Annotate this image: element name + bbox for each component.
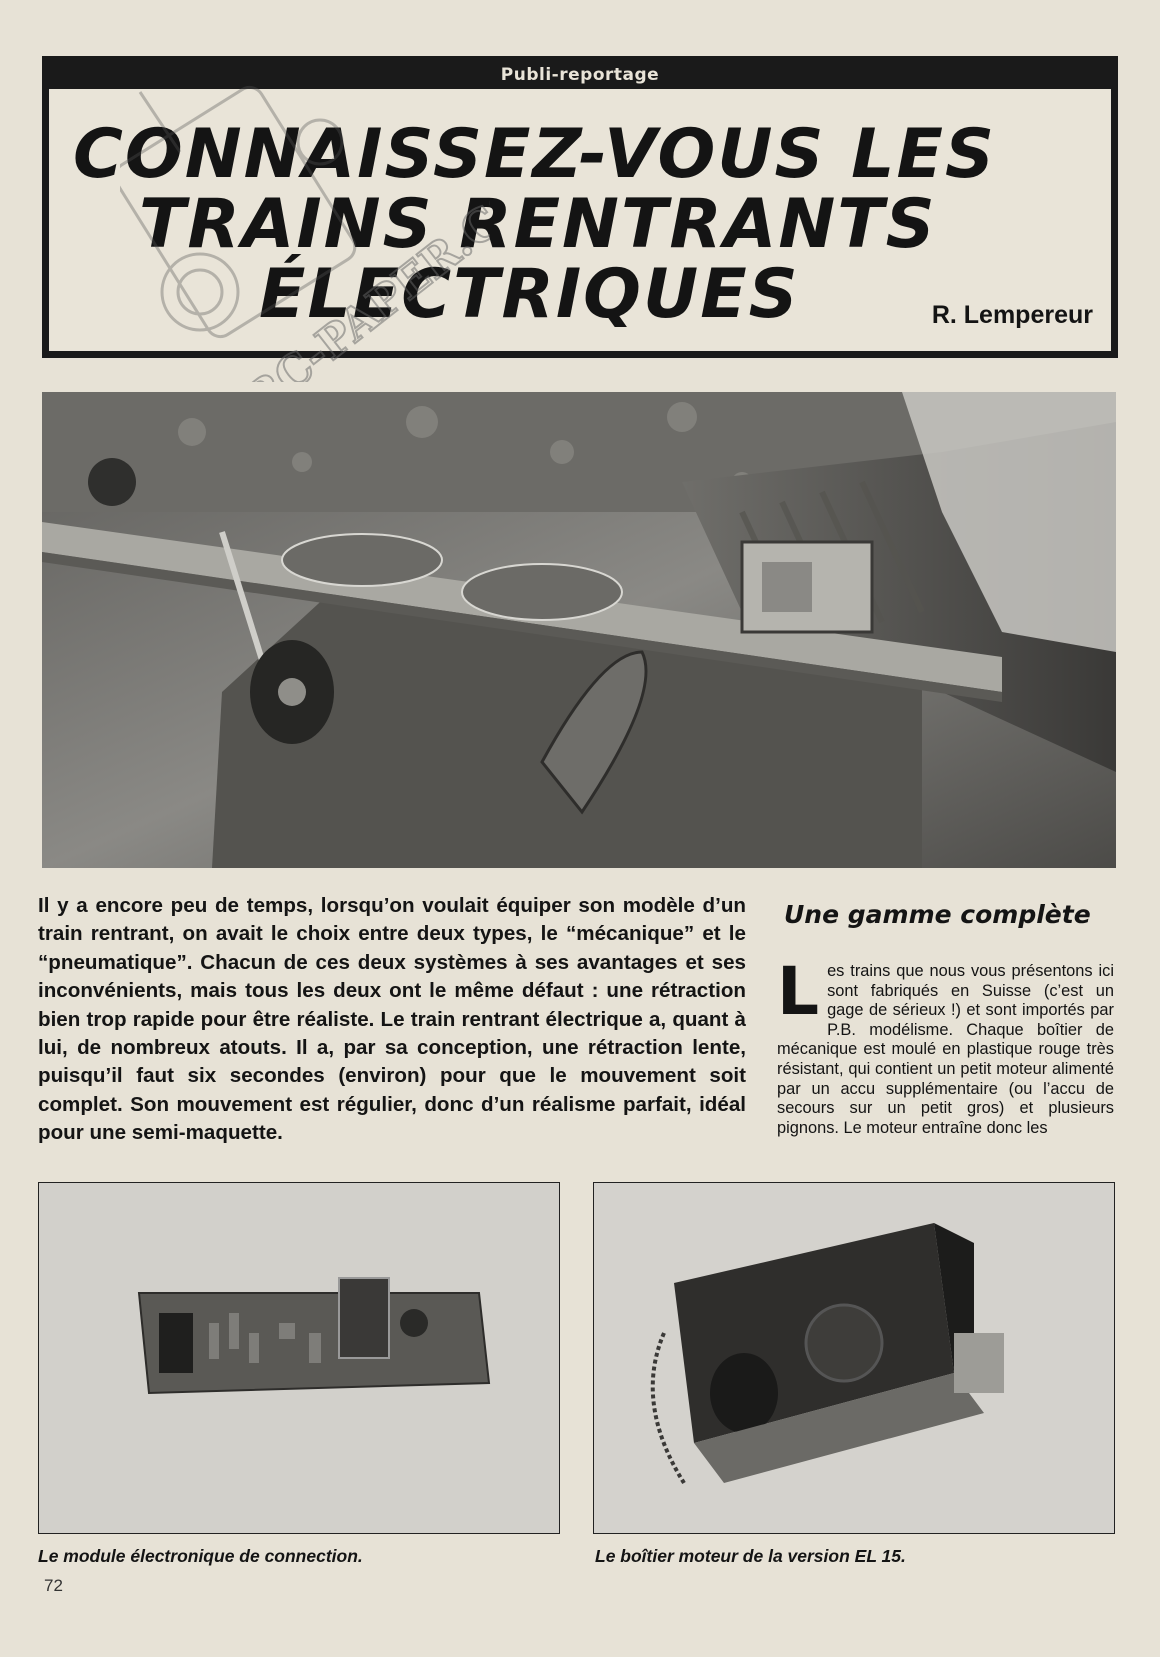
pcb-caption: Le module électronique de connection. [38, 1546, 363, 1566]
author-name: R. Lempereur [931, 301, 1093, 329]
title-box [42, 56, 1118, 358]
kicker-label: Publi-reportage [49, 63, 1111, 89]
intro-paragraph: Il y a encore peu de temps, lorsqu’on voulait équiper son modèle d’un train rentrant, on avait le choix entre deux types, le “mécanique” et le “pneumatique”. Chacun de ces deux systèmes à ses avantages et ses inconvénients, mais tous les deux ont le même défaut : une rétraction bien trop rapide pour être réaliste. Le train rentrant électrique a, quant à lui, de nombreux atouts. Il a, par sa conception, une rétraction lente, puisqu’il faut six secondes (environ) pour que le mouvement soit complet. Son mouvement est régulier, donc d’un réalisme parfait, idéal pour une semi-maquette. [38, 894, 746, 1145]
title-line-1: CONNAISSEZ-VOUS LES [73, 115, 996, 194]
title-line-3: ÉLECTRIQUES [259, 255, 800, 334]
motor-box-caption: Le boîtier moteur de la version EL 15. [595, 1546, 906, 1566]
section-body [777, 953, 1114, 1138]
main-photo-landing-gear [42, 392, 1116, 868]
drop-cap: L [777, 953, 820, 1030]
pcb-module-photo [38, 1182, 560, 1534]
section-heading: Une gamme complète [784, 900, 1091, 929]
motor-box-photo [593, 1182, 1115, 1534]
section-text: es trains que nous vous présentons ici sont fabriqués en Suisse (c’est un gage de sérieux !) et sont importés par P.B. modélisme. Chaque boîtier de mécanique est moulé en plastique rouge très résistant, qui contient un petit moteur alimenté par un accu supplémentaire (ou l’accu de secours sur un petit gros) et plusieurs pignons. Le moteur entraîne donc les [777, 962, 1114, 1137]
title-line-2: TRAINS RENTRANTS [139, 185, 937, 264]
page-number: 72 [44, 1576, 63, 1595]
